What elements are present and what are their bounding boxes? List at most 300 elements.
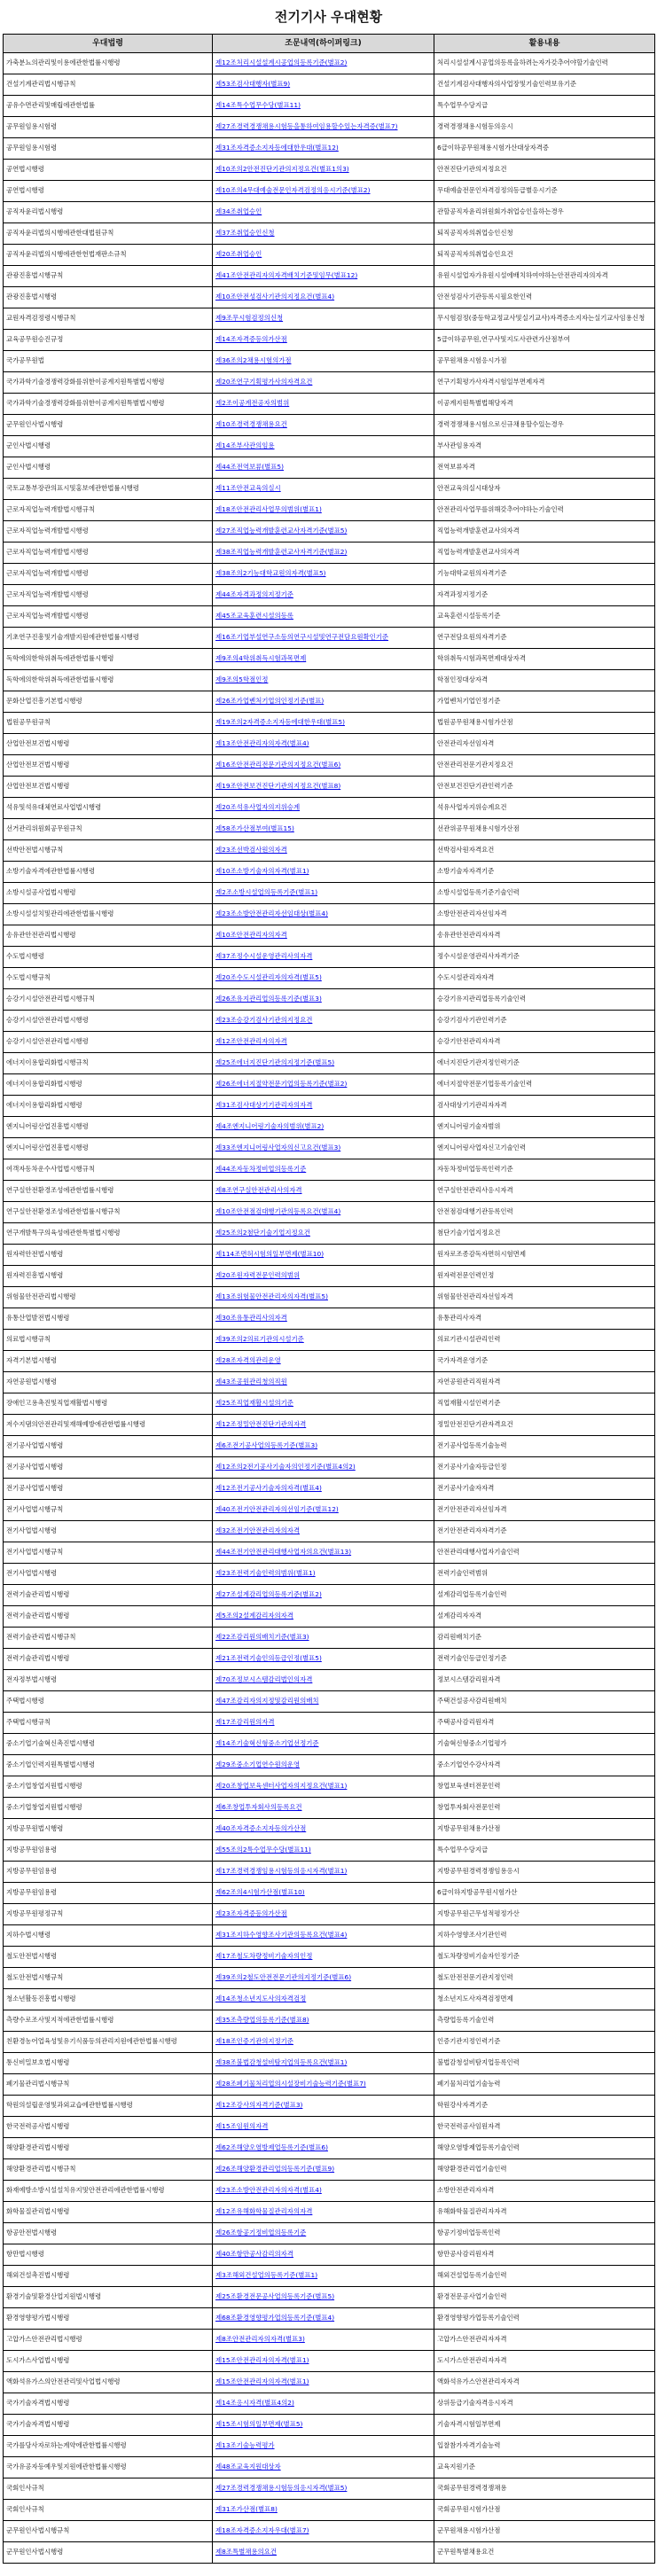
article-link[interactable]: 제9조의5학점인정	[215, 675, 269, 684]
article-cell	[213, 734, 434, 755]
law-name-cell: 엔지니어링산업진흥법시행령	[4, 1138, 213, 1159]
article-link[interactable]: 제20조석유사업자의지위승계	[215, 803, 301, 812]
article-link[interactable]: 제18조인증기관의지정기준	[215, 2037, 293, 2046]
article-link[interactable]: 제26조항공기정비업의등록기준	[215, 2229, 307, 2237]
article-cell	[213, 904, 434, 925]
article-cell	[213, 1436, 434, 1457]
table-row	[4, 479, 655, 500]
law-name-cell: 국가공무원법	[4, 351, 213, 372]
article-link[interactable]: 제18조안전관리사업무의범위(별표1)	[215, 505, 322, 514]
table-row	[4, 266, 655, 287]
article-cell	[213, 543, 434, 564]
article-cell	[213, 1223, 434, 1245]
article-link[interactable]: 제68조환경영향평가업의등록기준(별표4)	[215, 2314, 335, 2322]
table-row	[4, 2138, 655, 2159]
article-link[interactable]: 제20조수도시설관리자의자격(별표5)	[215, 973, 322, 982]
article-link[interactable]: 제40조전기안전관리자의선임기준(별표12)	[215, 1505, 339, 1514]
article-cell	[213, 2202, 434, 2223]
article-link[interactable]: 제23조소방안전관리자선임대상(별표4)	[215, 909, 328, 918]
law-name-cell: 중소기업기술혁신촉진법시행령	[4, 1734, 213, 1755]
article-link[interactable]: 제25조의2첨단기술기업지정요건	[215, 1229, 310, 1237]
usage-cell: 자동차정비업등록인력기준	[434, 1159, 655, 1181]
law-name-cell: 에너지이용합리화법시행령	[4, 1096, 213, 1117]
article-cell	[213, 670, 434, 691]
article-cell	[213, 2117, 434, 2138]
article-cell	[213, 1734, 434, 1755]
usage-cell: 항공기정비업등록인력	[434, 2223, 655, 2244]
article-link[interactable]: 제23조전력기술인력의범위(별표1)	[215, 1569, 316, 1578]
article-link[interactable]: 제26조해양환경관리업의등록기준(별표9)	[215, 2165, 335, 2174]
article-link[interactable]: 제39조의2의료기관의시설기준	[215, 1335, 304, 1344]
article-link[interactable]: 제12조처리시설설계시공업의등록기준(별표2)	[215, 59, 348, 67]
article-link[interactable]: 제20조창업보육센터사업자의지정요건(별표1)	[215, 1782, 348, 1791]
table-row	[4, 2308, 655, 2330]
article-link[interactable]: 제37조취업승인신청	[215, 229, 275, 238]
article-cell	[213, 947, 434, 968]
article-cell	[213, 606, 434, 628]
table-row	[4, 1138, 655, 1159]
law-name-cell: 근로자직업능력개발법시행규칙	[4, 500, 213, 521]
law-name-cell: 해외건설촉진법시행령	[4, 2266, 213, 2287]
law-name-cell: 전력기술관리법시행규칙	[4, 1628, 213, 1649]
article-link[interactable]: 제27조경력경쟁채용시험등의응시자격(별표5)	[215, 2484, 348, 2493]
law-name-cell: 국토교통부장관의표시및홍보에관한법률시행령	[4, 479, 213, 500]
law-name-cell: 원자력안전법시행령	[4, 1245, 213, 1266]
usage-cell: 철도차량정비기술자인정기준	[434, 1947, 655, 1968]
usage-cell: 6급이하지방공무원시험가산	[434, 1883, 655, 1904]
article-link[interactable]: 제44조자동차정비업의등록기준	[215, 1165, 307, 1174]
law-name-cell: 화학물질관리법시행령	[4, 2202, 213, 2223]
article-link[interactable]: 제10조의4무대예술전문인자격검정의응시기준(별표2)	[215, 186, 371, 195]
article-link[interactable]: 제33조엔지니어링사업자의신고요건(별표3)	[215, 1144, 341, 1152]
usage-cell: 승강기안전관리자자격	[434, 1032, 655, 1053]
article-link[interactable]: 제13조안전관리자의자격(별표4)	[215, 739, 309, 748]
article-link[interactable]: 제12조전기공사기술자의자격(별표4)	[215, 1484, 322, 1493]
usage-cell: 건설기계검사대행자의사업장및기술인력보유기준	[434, 74, 655, 96]
usage-cell: 퇴직공직자의취업승인요건	[434, 245, 655, 266]
law-name-cell: 전기사업법시행령	[4, 1521, 213, 1542]
article-cell	[213, 2436, 434, 2457]
table-row	[4, 1713, 655, 1734]
article-cell	[213, 1989, 434, 2010]
article-cell	[213, 330, 434, 351]
article-cell	[213, 1202, 434, 1223]
law-name-cell: 관광진흥법시행령	[4, 287, 213, 308]
article-cell	[213, 1053, 434, 1074]
usage-cell: 직업재활시설인력기준	[434, 1393, 655, 1415]
article-link[interactable]: 제28조자격의관리운영	[215, 1356, 281, 1365]
article-link[interactable]: 제6조전기공사업의등록기준(별표3)	[215, 1441, 318, 1450]
usage-cell: 가업벤처기업인정기준	[434, 691, 655, 713]
law-name-cell: 국가과학기술경쟁력강화를위한이공계지원특별법시행령	[4, 394, 213, 415]
usage-cell: 전기공사기술자자격	[434, 1479, 655, 1500]
article-cell	[213, 2351, 434, 2372]
usage-cell: 해양환경관리업기술인력	[434, 2159, 655, 2181]
article-link[interactable]: 제14조특수업무수당(별표11)	[215, 101, 301, 110]
table-row	[4, 2244, 655, 2266]
usage-cell: 환경전문공사업기술인력	[434, 2287, 655, 2308]
article-link[interactable]: 제26조가업벤처기업의인정기준(별표)	[215, 697, 325, 706]
article-link[interactable]: 제55조의2특수업무수당(별표11)	[215, 1846, 311, 1854]
article-cell	[213, 713, 434, 734]
usage-cell: 안전성검사기관등록시필요한인력	[434, 287, 655, 308]
law-name-cell: 산업안전보건법시행령	[4, 755, 213, 777]
article-link[interactable]: 제30조유통관리사의자격	[215, 1314, 287, 1323]
table-row	[4, 1925, 655, 1947]
usage-cell: 기능대학교원의자격기준	[434, 564, 655, 585]
article-link[interactable]: 제15조안전관리자의자격(별표1)	[215, 2377, 309, 2386]
article-link[interactable]: 제47조감리자의지정및감리원의배치	[215, 1697, 319, 1706]
article-link[interactable]: 제13조위험물안전관리자의자격(별표5)	[215, 1292, 328, 1301]
table-row	[4, 96, 655, 117]
table-row	[4, 1053, 655, 1074]
article-link[interactable]: 제23조선박검사원의자격	[215, 846, 287, 855]
table-row	[4, 330, 655, 351]
article-link[interactable]: 제23조소방안전관리자의자격(별표4)	[215, 2186, 322, 2195]
article-link[interactable]: 제9조무시험검정의신청	[215, 314, 284, 323]
usage-cell: 이공계지원특별법해당자격	[434, 394, 655, 415]
preference-table	[3, 34, 655, 2564]
article-link[interactable]: 제44조자격과정의지정기준	[215, 590, 293, 599]
article-link[interactable]: 제36조의2채용시험의가점	[215, 356, 292, 365]
table-row	[4, 74, 655, 96]
article-link[interactable]: 제16조기업부설연구소등의연구시설및연구전담요원확인기준	[215, 633, 389, 642]
article-link[interactable]: 제31조자격증소지자등에대한우대(별표12)	[215, 144, 339, 152]
table-row	[4, 2393, 655, 2415]
law-name-cell: 군무원인사법시행규칙	[4, 2521, 213, 2542]
usage-cell: 특수업무수당지급	[434, 96, 655, 117]
table-row	[4, 2053, 655, 2074]
table-row	[4, 2266, 655, 2287]
article-link[interactable]: 제19조안전보건진단기관의지정요건(별표8)	[215, 782, 341, 791]
usage-cell: 학원강사자격기준	[434, 2096, 655, 2117]
article-link[interactable]: 제37조정수시설운영관리사의자격	[215, 952, 313, 961]
article-cell	[213, 1691, 434, 1713]
article-link[interactable]: 제14조자격증등의가산점	[215, 335, 287, 344]
article-link[interactable]: 제70조정보시스템감리법인의자격	[215, 1675, 313, 1684]
article-link[interactable]: 제6조창업투자회사의등록요건	[215, 1803, 302, 1812]
article-link[interactable]: 제19조의2자격증소지자등에대한우대(별표5)	[215, 718, 345, 727]
article-cell	[213, 1670, 434, 1691]
article-link[interactable]: 제43조공원관리청의직원	[215, 1378, 287, 1386]
table-row	[4, 1734, 655, 1755]
article-link[interactable]: 제45조교육훈련시설의등록	[215, 612, 293, 621]
article-link[interactable]: 제12조강사의자격기준(별표3)	[215, 2101, 303, 2110]
law-name-cell: 주택법시행령	[4, 1691, 213, 1713]
law-name-cell: 학원의설립운영및과외교습에관한법률시행령	[4, 2096, 213, 2117]
article-link[interactable]: 제15조시험의일부면제(별표5)	[215, 2420, 303, 2429]
usage-cell: 연구기획평가사자격시험일부면제자격	[434, 372, 655, 394]
article-link[interactable]: 제5조의2설계감리자의자격	[215, 1612, 293, 1620]
article-link[interactable]: 제3조해외건설업의등록기준(별표1)	[215, 2271, 318, 2280]
article-link[interactable]: 제8조연구실안전관리사의자격	[215, 1186, 302, 1195]
usage-cell: 에너지절약전문기업등록기술인력	[434, 1074, 655, 1096]
article-link[interactable]: 제48조교육지원대상자	[215, 2463, 281, 2471]
article-link[interactable]: 제25조에너지진단기관의지정기준(별표5)	[215, 1058, 335, 1067]
article-cell	[213, 351, 434, 372]
law-name-cell: 가축분뇨의관리및이용에관한법률시행령	[4, 53, 213, 74]
article-link[interactable]: 제38조불법감청설비탐지업의등록요건(별표1)	[215, 2058, 348, 2067]
article-cell	[213, 1117, 434, 1138]
table-row	[4, 1479, 655, 1500]
article-link[interactable]: 제38조직업능력개발훈련교사자격기준(별표2)	[215, 548, 348, 557]
table-row	[4, 1372, 655, 1393]
article-link[interactable]: 제27조직업능력개발훈련교사자격기준(별표5)	[215, 527, 348, 535]
usage-cell: 전기공사기술자등급인정	[434, 1457, 655, 1479]
article-link[interactable]: 제10조의2안전진단기관의지정요건(별표1의3)	[215, 165, 349, 174]
article-link[interactable]: 제27조설계감리업의등록기준(별표2)	[215, 1590, 322, 1599]
article-link[interactable]: 제8조특별채용의요건	[215, 2548, 277, 2556]
article-link[interactable]: 제12조의2전기공사기술자의인정기준(별표4의2)	[215, 1463, 356, 1471]
table-row	[4, 1968, 655, 1989]
law-name-cell: 송유관안전관리법시행령	[4, 925, 213, 947]
usage-cell: 6급이하공무원채용시험가산대상자격증	[434, 138, 655, 160]
article-link[interactable]: 제17조감리원의자격	[215, 1718, 275, 1727]
article-link[interactable]: 제31조지하수영향조사기관의등록요건(별표4)	[215, 1931, 348, 1940]
usage-cell: 퇴직공직자의취업승인신청	[434, 223, 655, 245]
article-link[interactable]: 제18조자격증소지자우대(별표7)	[215, 2526, 309, 2535]
article-cell	[213, 1372, 434, 1393]
article-link[interactable]: 제23조자격증등의가산점	[215, 1909, 287, 1918]
usage-cell: 의료기관시설관리인력	[434, 1330, 655, 1351]
article-cell	[213, 1840, 434, 1862]
article-link[interactable]: 제27조경력경쟁채용시험등을통하여임용할수있는자격증(별표7)	[215, 122, 398, 131]
usage-cell: 위험물안전관리자선임자격	[434, 1287, 655, 1308]
article-link[interactable]: 제62조해양오염방제업등록기준(별표6)	[215, 2143, 328, 2152]
usage-cell: 안전관리전문기관지정요건	[434, 755, 655, 777]
table-row	[4, 2330, 655, 2351]
usage-cell: 측량업등록기술인력	[434, 2010, 655, 2032]
article-cell	[213, 53, 434, 74]
table-row	[4, 1755, 655, 1776]
article-link[interactable]: 제11조안전교육의실시	[215, 484, 281, 493]
law-name-cell: 교육공무원승진규정	[4, 330, 213, 351]
article-cell	[213, 840, 434, 862]
law-name-cell: 지방공무원평정규칙	[4, 1904, 213, 1925]
table-row	[4, 1393, 655, 1415]
article-link[interactable]: 제58조가산점부여(별표15)	[215, 824, 294, 833]
table-row	[4, 1649, 655, 1670]
article-link[interactable]: 제12조유해화학물질관리자의자격	[215, 2207, 313, 2216]
usage-cell: 5급이하공무원,연구사및지도사관련가산점부여	[434, 330, 655, 351]
article-cell	[213, 245, 434, 266]
law-name-cell: 전력기술관리법시행령	[4, 1649, 213, 1670]
article-link[interactable]: 제12조안전관리자의자격	[215, 1037, 287, 1046]
article-cell	[213, 1287, 434, 1308]
article-link[interactable]: 제4조엔지니어링기술자의범위(별표2)	[215, 1122, 325, 1131]
article-link[interactable]: 제20조연구기획평가사의자격요건	[215, 378, 313, 386]
table-row	[4, 1883, 655, 1904]
usage-cell: 처리시설설계시공업의등록을하려는자가갖추어야할기술인력	[434, 53, 655, 74]
law-name-cell: 저수지댐의안전관리및재해예방에관한법률시행령	[4, 1415, 213, 1436]
article-cell	[213, 1883, 434, 1904]
usage-cell: 자연공원관리직원자격	[434, 1372, 655, 1393]
article-link[interactable]: 제53조검사대행자(별표9)	[215, 80, 291, 89]
article-link[interactable]: 제31조검사대상기기관리자의자격	[215, 1101, 313, 1110]
article-link[interactable]: 제62조의4시험가산점(별표10)	[215, 1888, 305, 1897]
article-cell	[213, 500, 434, 521]
article-cell	[213, 266, 434, 287]
article-link[interactable]: 제21조전력기술인의등급인정(별표5)	[215, 1654, 322, 1663]
article-link[interactable]: 제10조안전성검사기관의지정요건(별표4)	[215, 293, 335, 301]
usage-cell: 전기안전관리자선임자격	[434, 1500, 655, 1521]
article-link[interactable]: 제22조감리원의배치기준(별표3)	[215, 1633, 309, 1642]
article-cell	[213, 2415, 434, 2436]
article-link[interactable]: 제20조원자력전문인력의범위	[215, 1271, 301, 1280]
law-name-cell: 전자정부법시행령	[4, 1670, 213, 1691]
usage-cell: 안전진단기관의지정요건	[434, 160, 655, 181]
article-link[interactable]: 제13조기술능력평가	[215, 2441, 275, 2450]
article-link[interactable]: 제32조전기안전관리자의자격	[215, 1526, 301, 1535]
article-link[interactable]: 제10조안전점검대행기관의등록요건(별표4)	[215, 1207, 341, 1216]
usage-cell: 항만공사감리원자격	[434, 2244, 655, 2266]
usage-cell: 기술혁신형중소기업평가	[434, 1734, 655, 1755]
article-link[interactable]: 제14조청소년지도사의자격검정	[215, 1994, 307, 2003]
article-cell	[213, 1649, 434, 1670]
article-link[interactable]: 제40조자격증소지자등의가산점	[215, 1824, 307, 1833]
article-cell	[213, 1606, 434, 1628]
article-link[interactable]: 제25조환경전문공사업의등록기준(별표5)	[215, 2292, 335, 2301]
article-link[interactable]: 제34조취업승인	[215, 207, 262, 216]
article-link[interactable]: 제29조중소기업연수원의운영	[215, 1760, 301, 1769]
table-row	[4, 2436, 655, 2457]
law-name-cell: 에너지이용합리화법시행규칙	[4, 1053, 213, 1074]
article-link[interactable]: 제10조소방기술자의자격(별표1)	[215, 867, 309, 876]
table-row	[4, 1947, 655, 1968]
article-link[interactable]: 제38조의2기능대학교원의자격(별표5)	[215, 569, 326, 578]
table-row	[4, 628, 655, 649]
law-name-cell: 지방공무원법시행령	[4, 1819, 213, 1840]
law-name-cell: 의료법시행규칙	[4, 1330, 213, 1351]
table-body	[4, 53, 655, 2564]
article-link[interactable]: 제23조승강기검사기관의지정요건	[215, 1016, 313, 1025]
article-link[interactable]: 제10조경력경쟁채용요건	[215, 420, 287, 429]
article-link[interactable]: 제15조안전관리자의자격(별표1)	[215, 2356, 309, 2365]
article-cell	[213, 1968, 434, 1989]
table-row	[4, 2117, 655, 2138]
article-link[interactable]: 제17조철도차량정비기술자의인정	[215, 1952, 313, 1961]
article-link[interactable]: 제20조취업승인	[215, 250, 262, 259]
usage-cell: 인증기관지정인력기준	[434, 2032, 655, 2053]
article-cell	[213, 1521, 434, 1542]
table-row	[4, 1011, 655, 1032]
table-row	[4, 2159, 655, 2181]
law-name-cell: 철도안전법시행규칙	[4, 1968, 213, 1989]
article-link[interactable]: 제16조안전관리전문기관의지정요건(별표6)	[215, 761, 341, 769]
usage-cell: 학위취득시험과목면제대상자격	[434, 649, 655, 670]
article-link[interactable]: 제2조소방시설업의등록기준(별표1)	[215, 888, 318, 897]
article-cell	[213, 1585, 434, 1606]
law-name-cell: 통신비밀보호법시행령	[4, 2053, 213, 2074]
article-link[interactable]: 제26조유지관리업의등록기준(별표3)	[215, 995, 322, 1003]
article-link[interactable]: 제10조안전관리자의자격	[215, 931, 287, 940]
law-name-cell: 청소년활동진흥법시행령	[4, 1989, 213, 2010]
article-cell	[213, 1925, 434, 1947]
usage-cell: 에너지진단기관지정인력기준	[434, 1053, 655, 1074]
table-row	[4, 1904, 655, 1925]
article-cell	[213, 1500, 434, 1521]
table-row	[4, 1564, 655, 1585]
law-name-cell: 해양환경관리법시행령	[4, 2138, 213, 2159]
law-name-cell: 관광진흥법시행규칙	[4, 266, 213, 287]
table-row	[4, 670, 655, 691]
article-link[interactable]: 제44조전기안전관리대행사업자의요건(별표13)	[215, 1548, 352, 1557]
table-row	[4, 2500, 655, 2521]
law-name-cell: 공직자윤리법시행령	[4, 202, 213, 223]
article-link[interactable]: 제2조이공계전공자의범위	[215, 399, 290, 408]
article-cell	[213, 1798, 434, 1819]
usage-cell: 검사대상기기관리자자격	[434, 1096, 655, 1117]
article-link[interactable]: 제25조직업재활시설의기준	[215, 1399, 293, 1408]
article-cell	[213, 1904, 434, 1925]
table-row	[4, 1691, 655, 1713]
law-name-cell: 공직자윤리법의시행에관한헌법재판소규칙	[4, 245, 213, 266]
article-link[interactable]: 제14조부사관의임용	[215, 441, 275, 450]
article-link[interactable]: 제35조측량업의등록기준(별표8)	[215, 2016, 309, 2025]
table-row	[4, 1330, 655, 1351]
table-header-row	[4, 35, 655, 53]
article-link[interactable]: 제12조정밀안전진단기관의자격	[215, 1420, 307, 1429]
law-name-cell: 전력기술관리법시행령	[4, 1585, 213, 1606]
table-row	[4, 415, 655, 436]
table-row	[4, 1351, 655, 1372]
article-link[interactable]: 제44조전역보류(별표5)	[215, 463, 284, 472]
article-link[interactable]: 제26조에너지절약전문기업의등록기준(별표2)	[215, 1080, 348, 1089]
article-link[interactable]: 제28조폐기물처리업의시설장비기술능력기준(별표7)	[215, 2080, 366, 2088]
article-link[interactable]: 제14조기술혁신형중소기업선정기준	[215, 1739, 319, 1748]
usage-cell: 선박검사원자격요건	[434, 840, 655, 862]
article-link[interactable]: 제15조임원의자격	[215, 2122, 269, 2131]
article-cell	[213, 521, 434, 543]
usage-cell: 해외건설업등록기술인력	[434, 2266, 655, 2287]
article-cell	[213, 1415, 434, 1436]
law-name-cell: 수도법시행령	[4, 947, 213, 968]
article-link[interactable]: 제17조경력경쟁임용시험등의응시자격(별표1)	[215, 1867, 348, 1876]
usage-cell: 송유관안전관리자자격	[434, 925, 655, 947]
table-row	[4, 947, 655, 968]
article-link[interactable]: 제9조의4학위취득시험과목면제	[215, 654, 307, 663]
usage-cell: 교육지원기준	[434, 2457, 655, 2478]
page-title: 전기기사 우대현황	[274, 9, 383, 25]
usage-cell: 안전관리자선임자격	[434, 734, 655, 755]
law-name-cell: 주택법시행규칙	[4, 1713, 213, 1734]
article-cell	[213, 2096, 434, 2117]
table-row	[4, 2032, 655, 2053]
article-link[interactable]: 제31조가산점(별표8)	[215, 2505, 278, 2514]
table-row	[4, 138, 655, 160]
law-name-cell: 선박안전법시행규칙	[4, 840, 213, 862]
article-link[interactable]: 제114조면허시험의일부면제(별표10)	[215, 1250, 325, 1259]
article-cell	[213, 2330, 434, 2351]
law-name-cell: 근로자직업능력개발법시행령	[4, 521, 213, 543]
law-name-cell: 승강기시설안전관리법시행령	[4, 1032, 213, 1053]
table-row	[4, 649, 655, 670]
usage-cell: 석유사업자지위승계요건	[434, 798, 655, 819]
table-row	[4, 1542, 655, 1564]
table-row	[4, 521, 655, 543]
law-name-cell: 친환경농어업육성및유기식품등의관리지원에관한법률시행령	[4, 2032, 213, 2053]
article-cell	[213, 2478, 434, 2500]
article-cell	[213, 1628, 434, 1649]
article-link[interactable]: 제40조항만공사감리의자격	[215, 2250, 293, 2259]
article-link[interactable]: 제8조안전관리자의자격(별표3)	[215, 2335, 305, 2344]
table-row	[4, 734, 655, 755]
article-link[interactable]: 제39조의2철도안전전문기관의지정기준(별표6)	[215, 1973, 352, 1982]
article-link[interactable]: 제41조안전관리자의자격배치기준및임무(별표12)	[215, 271, 358, 280]
usage-cell: 지하수영향조사기관인력	[434, 1925, 655, 1947]
law-name-cell: 공직자윤리법의시행에관한대법원규칙	[4, 223, 213, 245]
article-link[interactable]: 제14조응시자격(별표4의2)	[215, 2399, 294, 2408]
